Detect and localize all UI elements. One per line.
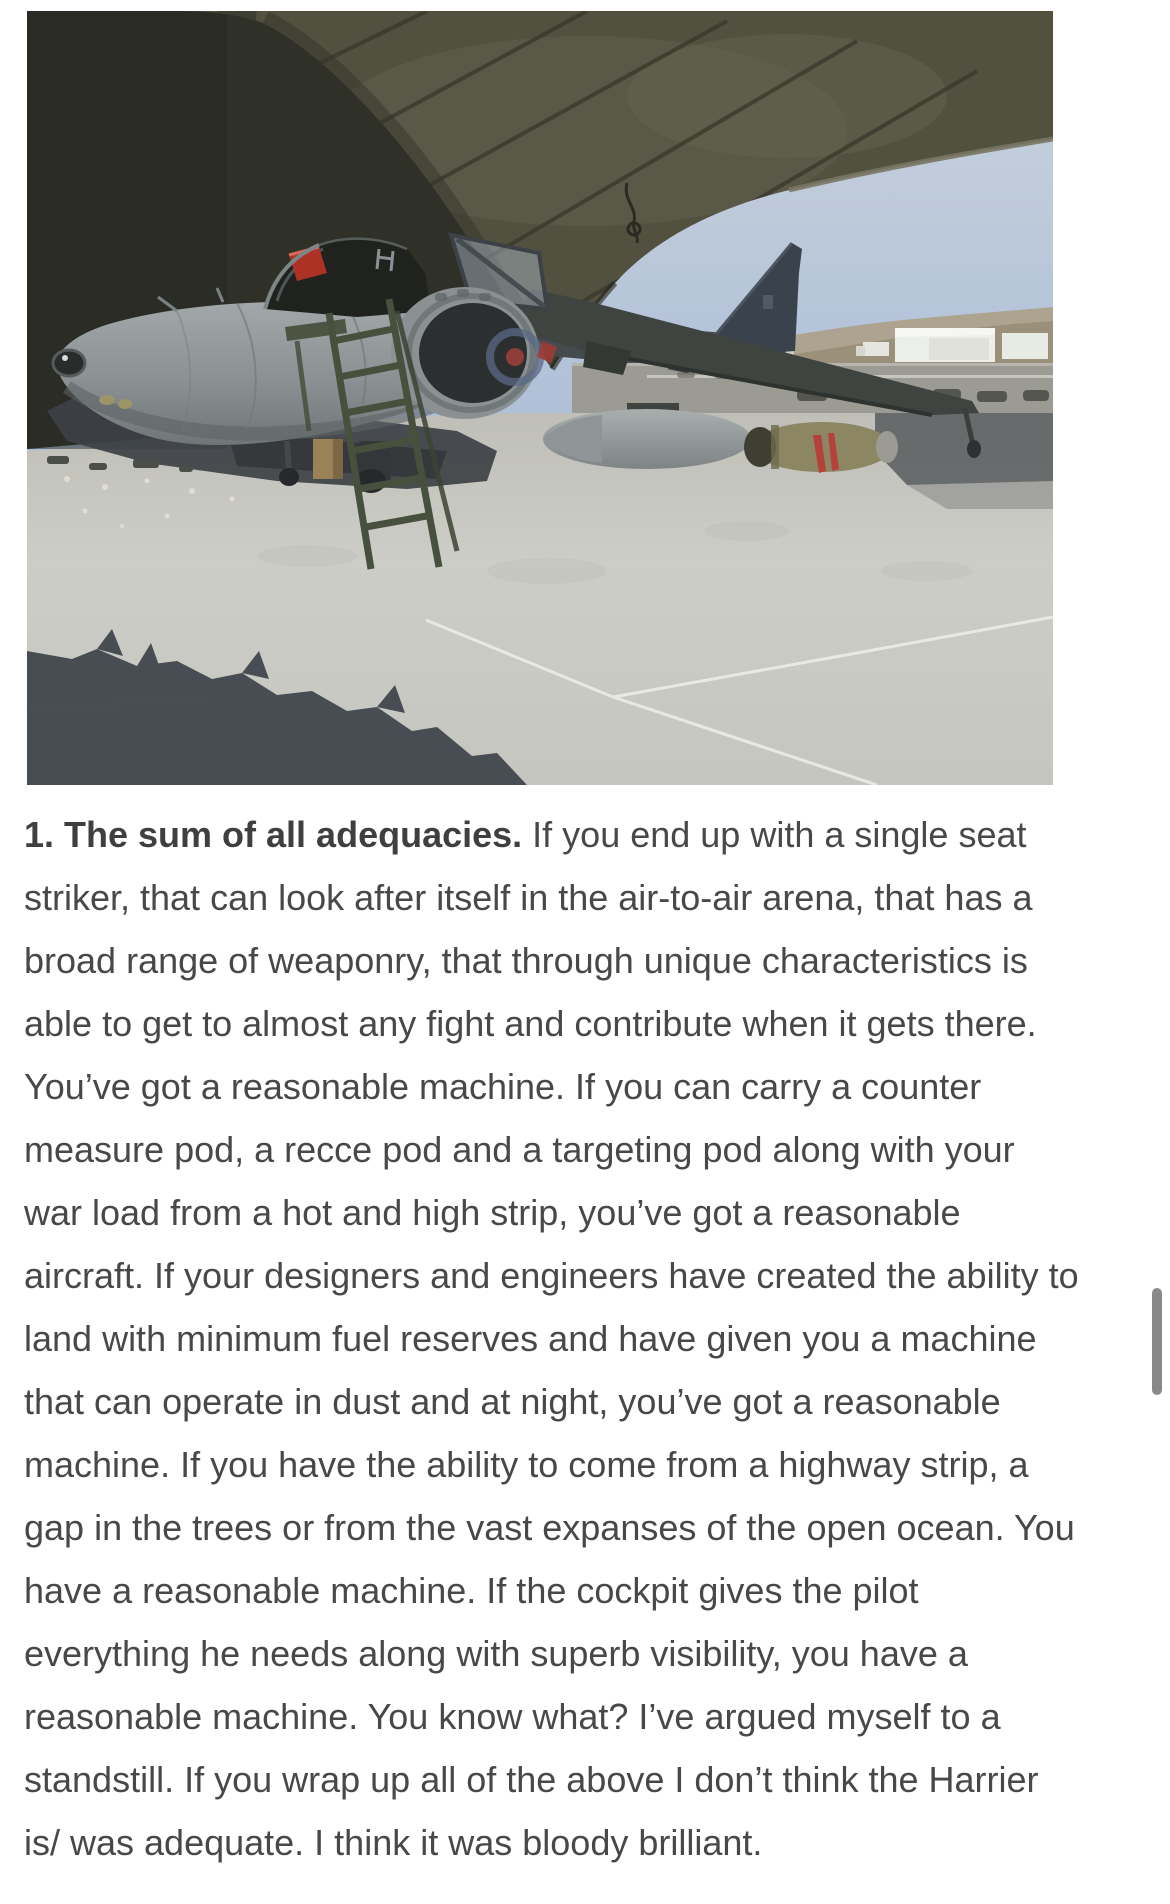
apron-shadow	[875, 413, 1053, 485]
article-image	[27, 11, 1053, 785]
article-line: You’ve got a reasonable machine. If you can carry a counter	[24, 1066, 982, 1107]
article-line: have a reasonable machine. If the cockpit gives the pilot	[24, 1570, 919, 1611]
article-line: is/ was adequate. I think it was bloody brilliant.	[24, 1822, 763, 1863]
article-lead-rest: If you end up with a single seat	[532, 814, 1027, 855]
article-line: everything he needs along with superb visibility, you have a	[24, 1633, 968, 1674]
article-line: standstill. If you wrap up all of the above I don’t think the Harrier	[24, 1759, 1039, 1800]
article-line: measure pod, a recce pod and a targeting pod along with your	[24, 1129, 1015, 1170]
article-line: machine. If you have the ability to come from a highway strip, a	[24, 1444, 1029, 1485]
article-line: war load from a hot and high strip, you’ve got a reasonable	[24, 1192, 961, 1233]
scrollbar-thumb[interactable]	[1152, 1288, 1162, 1395]
article-line: striker, that can look after itself in the air-to-air arena, that has a	[24, 877, 1033, 918]
article-line: land with minimum fuel reserves and have given you a machine	[24, 1318, 1037, 1359]
article-line: reasonable machine. You know what? I’ve argued myself to a	[24, 1696, 1001, 1737]
article-heading: 1. The sum of all adequacies.	[24, 814, 523, 855]
article-body-lines	[24, 866, 1144, 1874]
article-line: broad range of weaponry, that through unique characteristics is	[24, 940, 1028, 981]
article-line: able to get to almost any fight and contribute when it gets there.	[24, 1003, 1037, 1044]
article-text	[24, 803, 1144, 1874]
article-line: aircraft. If your designers and engineers have created the ability to	[24, 1255, 1079, 1296]
article-lead-line	[24, 803, 1144, 866]
harrier-photo	[27, 11, 1053, 785]
article-line: gap in the trees or from the vast expanses of the open ocean. You	[24, 1507, 1075, 1548]
article-line: that can operate in dust and at night, you’ve got a reasonable	[24, 1381, 1001, 1422]
